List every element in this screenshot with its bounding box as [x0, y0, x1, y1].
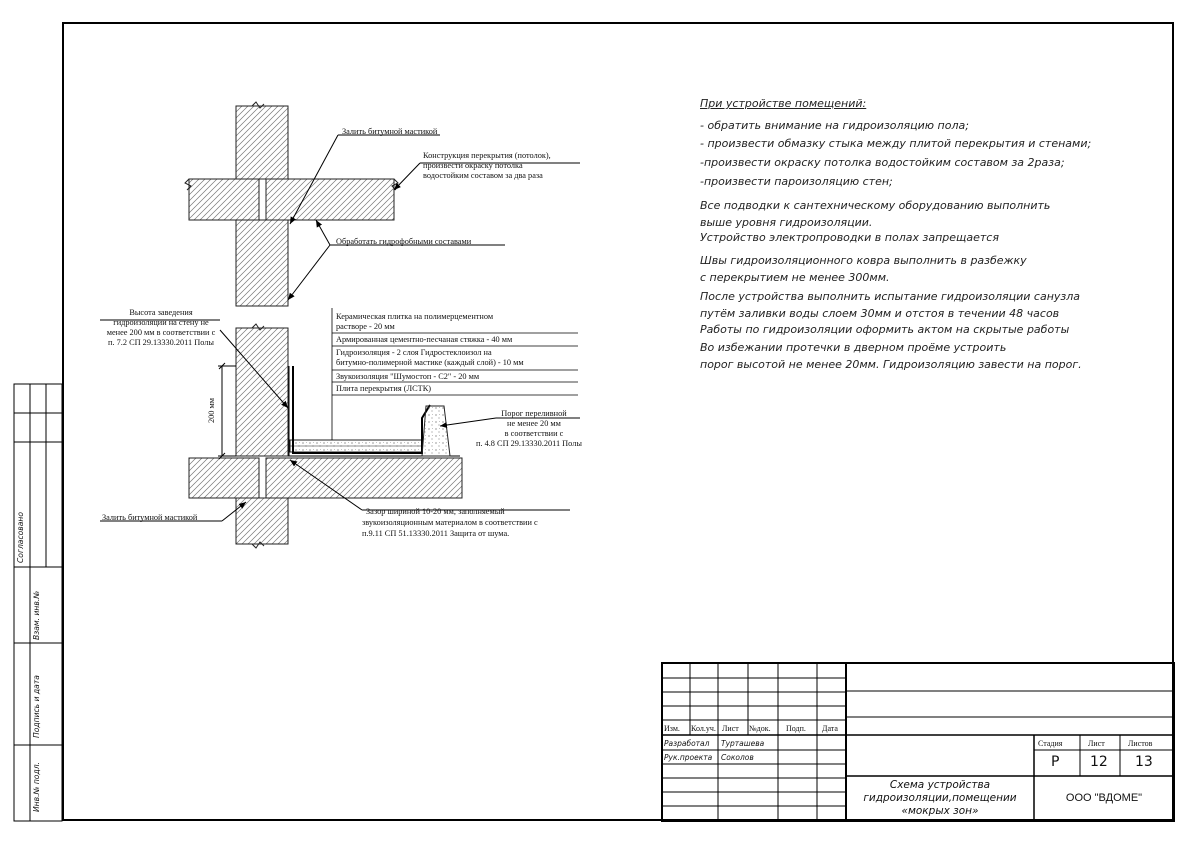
- label-ceiling-1: Конструкция перекрытия (потолок),: [423, 151, 551, 160]
- company-name: ООО "ВДОМЕ": [1065, 792, 1143, 804]
- stage-label: Стадия: [1038, 739, 1063, 748]
- ceiling-slab-right: [266, 179, 394, 220]
- lead-name: Соколов: [721, 753, 754, 762]
- developed-role: Разработал: [664, 739, 710, 748]
- upper-wall-lower: [236, 220, 288, 306]
- label-height-3: менее 200 мм в соответствии с: [106, 328, 216, 337]
- ceiling-slab-left: [189, 179, 259, 220]
- layer-3-line-2: битумно-полимерной мастике (каждый слой) - 10 мм: [336, 358, 524, 367]
- col-data: Дата: [822, 724, 838, 733]
- label-threshold-3: в соответствии с: [504, 429, 564, 438]
- sheet-value: 12: [1090, 754, 1108, 770]
- stamp-replace-inv: Взам. инв.№: [32, 590, 41, 640]
- drawing-title-2: гидроизоляции,помещении: [863, 792, 1017, 804]
- wall-below: [236, 498, 288, 544]
- col-podp: Подп.: [786, 724, 806, 733]
- note-line: Устройство электропроводки в полах запрещается: [700, 231, 999, 244]
- stamp-sign-date: Подпись и дата: [32, 675, 41, 738]
- lead-role: Рук.проекта: [664, 753, 713, 762]
- label-height-2: гидроизоляции на стену не: [113, 318, 209, 327]
- col-izm: Изм.: [664, 724, 680, 733]
- col-ndok: №док.: [749, 724, 771, 733]
- col-koluch: Кол.уч.: [691, 724, 716, 733]
- note-line: выше уровня гидроизоляции.: [700, 216, 873, 229]
- label-threshold-1: Порог переливной: [501, 409, 567, 418]
- note-line: -произвести окраску потолка водостойким составом за 2раза;: [700, 156, 1065, 169]
- label-mastic-top: Залить битумной мастикой: [342, 127, 438, 136]
- note-line: с перекрытием не менее 300мм.: [700, 271, 890, 284]
- label-height-1: Высота заведения: [129, 308, 193, 317]
- layer-5: Плита перекрытия (ЛСТК): [336, 384, 432, 393]
- lower-wall: [236, 328, 288, 456]
- col-list: Лист: [722, 724, 739, 733]
- label-hydrophobic: Обработать гидрофобными составами: [336, 237, 472, 246]
- drawing-title-3: «мокрых зон»: [901, 805, 979, 817]
- drawing-title-1: Схема устройства: [889, 779, 991, 791]
- layer-2: Армированная цементно-песчаная стяжка - 40 мм: [336, 335, 513, 344]
- layer-1-line-1: Керамическая плитка на полимерцементном: [336, 312, 494, 321]
- floor-slab-left: [189, 458, 259, 498]
- sheets-value: 13: [1135, 754, 1153, 770]
- note-line: порог высотой не менее 20мм. Гидроизоляцию завести на порог.: [700, 358, 1082, 371]
- dimension-label: 200 мм: [207, 397, 216, 423]
- label-gap-1: Зазор шириной 10-20 мм, заполняемый: [366, 507, 505, 516]
- layer-4: Звукоизоляция "Шумостоп - С2" - 20 мм: [336, 372, 480, 381]
- threshold: [422, 406, 450, 456]
- note-line: - обратить внимание на гидроизоляцию пола;: [700, 119, 969, 132]
- label-height-4: п. 7.2 СП 29.13330.2011 Полы: [108, 338, 214, 347]
- note-line: После устройства выполнить испытание гидроизоляции санузла: [700, 290, 1081, 303]
- upper-wall: [236, 106, 288, 179]
- stamp-agreed: Согласовано: [16, 511, 25, 563]
- note-line: -произвести пароизоляцию стен;: [700, 175, 893, 188]
- sheets-label: Листов: [1128, 739, 1153, 748]
- label-threshold-2: не менее 20 мм: [507, 419, 561, 428]
- label-ceiling-3: водостойким составом за два раза: [423, 171, 543, 180]
- note-line: Швы гидроизоляционного ковра выполнить в разбежку: [700, 254, 1027, 267]
- label-threshold-4: п. 4.8 СП 29.13330.2011 Полы: [476, 439, 582, 448]
- label-gap-3: п.9.11 СП 51.13330.2011 Защита от шума.: [362, 529, 510, 538]
- stamp-inv-orig: Инв.№ подл.: [32, 762, 41, 812]
- sheet-label: Лист: [1088, 739, 1105, 748]
- note-line: - произвести обмазку стыка между плитой перекрытия и стенами;: [700, 137, 1092, 150]
- notes-title: При устройстве помещений:: [700, 97, 867, 110]
- developed-name: Турташева: [721, 739, 765, 748]
- layer-3-line-1: Гидроизоляция - 2 слоя Гидростеклоизол на: [336, 348, 492, 357]
- label-gap-2: звукоизоляционным материалом в соответствии с: [362, 518, 538, 527]
- label-ceiling-2: произвести окраску потолка: [423, 161, 523, 170]
- label-mastic-bottom: Залить битумной мастикой: [102, 513, 198, 522]
- note-line: Все подводки к сантехническому оборудованию выполнить: [700, 199, 1051, 212]
- stage-value: Р: [1051, 754, 1060, 770]
- note-line: путём заливки воды слоем 30мм и отстоя в течении 48 часов: [700, 307, 1060, 320]
- note-line: Во избежании протечки в дверном проёме устроить: [700, 341, 1007, 354]
- layer-1-line-2: растворе - 20 мм: [336, 322, 395, 331]
- note-line: Работы по гидроизоляции оформить актом на скрытые работы: [700, 323, 1070, 336]
